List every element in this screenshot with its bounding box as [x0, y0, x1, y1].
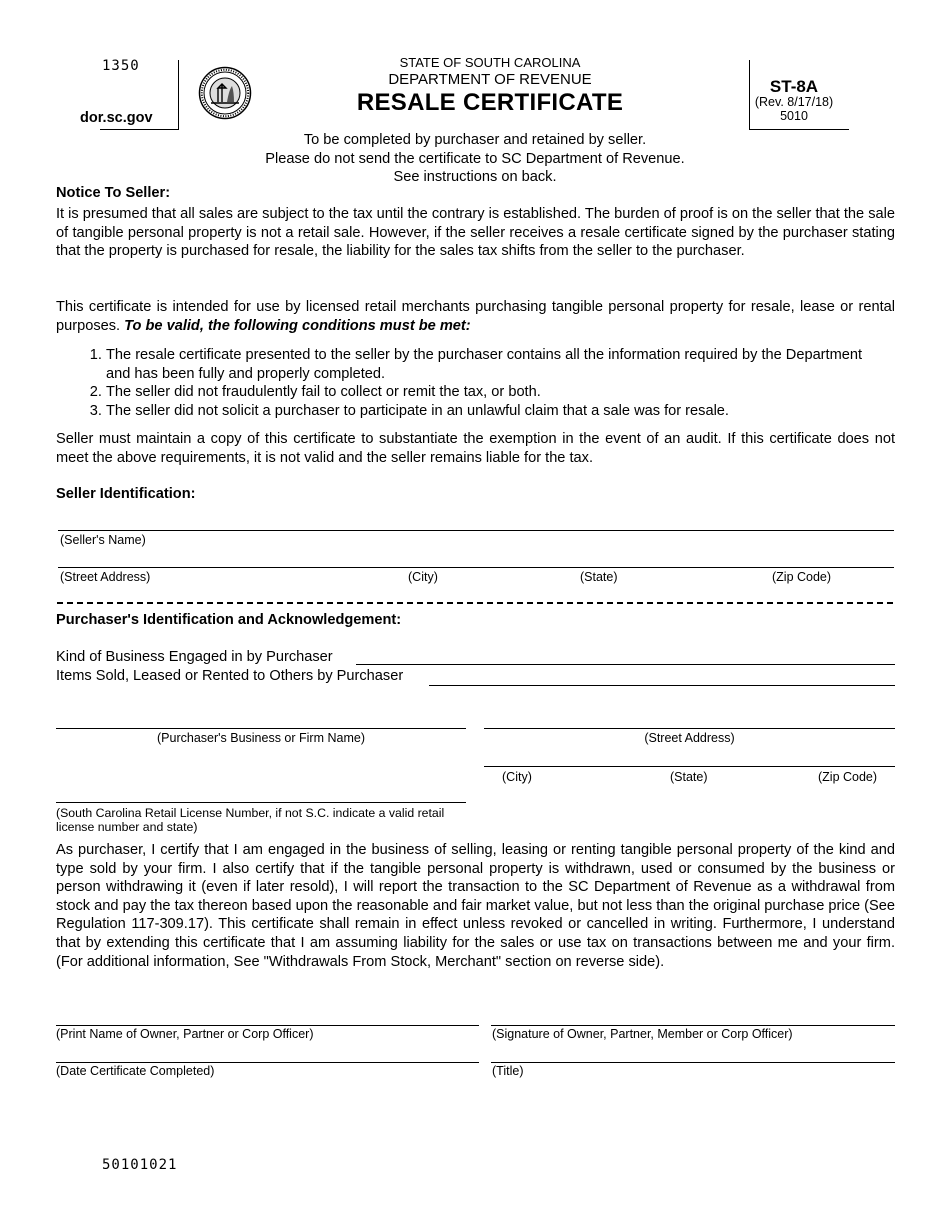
purchaser-city-label: (City) — [502, 770, 532, 784]
seller-name-label: (Seller's Name) — [60, 533, 146, 547]
signature-label: (Signature of Owner, Partner, Member or Corp Officer) — [492, 1027, 793, 1041]
notice-conditions-emphasis: To be valid, the following conditions must be met: — [124, 317, 471, 334]
form-code-top: 1350 — [102, 58, 140, 74]
date-completed-label: (Date Certificate Completed) — [56, 1064, 215, 1078]
title-label: (Title) — [492, 1064, 524, 1078]
header-divider-left — [178, 60, 179, 130]
purchaser-street-label: (Street Address) — [644, 731, 735, 745]
form-code-bottom: 50101021 — [102, 1157, 178, 1173]
purchaser-certification: As purchaser, I certify that I am engaged in the business of selling, leasing or renting tangible personal property of the kind and type sold by your firm. I also certify that if the tangible personal property is withdrawn, used or consumed by the business or person withdrawing it (even if later resold), I will report the transaction to the SC Department of Revenue as a withdrawal from stock and pay the tax thereon based upon the reasonable and fair market value, but not less than the original purchase price (See Regulation 117-309.17). This certificate shall remain in effect unless revoked or cancelled in writing. Furthermore, I understand that by extending this certificate that I am assuming liability for the sales or use tax on transactions between me and your firm. (For additional information, See "Withdrawals From Stock, Merchant" section on reverse side). — [56, 842, 895, 970]
purchaser-firm-field[interactable] — [56, 728, 466, 729]
license-number-field[interactable] — [56, 802, 466, 803]
header-underline-right — [749, 129, 849, 130]
seller-name-field[interactable] — [58, 530, 894, 531]
print-name-field[interactable] — [56, 1025, 479, 1026]
purchaser-state-label: (State) — [670, 770, 708, 784]
items-sold-field[interactable] — [429, 685, 895, 686]
condition-item: 1. The resale certificate presented to the seller by the purchaser contains all the information required by the Department and has been fully and properly completed. — [106, 346, 886, 383]
notice-paragraph-2 — [56, 298, 895, 335]
date-completed-field[interactable] — [56, 1062, 479, 1063]
state-name: STATE OF SOUTH CAROLINA — [399, 55, 581, 70]
seller-city-label: (City) — [408, 570, 438, 584]
form-number: 5010 — [780, 109, 808, 123]
seller-zip-label: (Zip Code) — [772, 570, 832, 584]
items-sold-label: Items Sold, Leased or Rented to Others by Purchaser — [56, 668, 404, 684]
purchaser-zip-label: (Zip Code) — [818, 770, 878, 784]
seller-heading: Seller Identification: — [56, 486, 196, 502]
title-field[interactable] — [491, 1062, 895, 1063]
header-underline-left — [100, 129, 179, 130]
seller-street-label: (Street Address) — [60, 570, 151, 584]
instruction-line: To be completed by purchaser and retained by seller. — [303, 132, 647, 148]
kind-of-business-label: Kind of Business Engaged in by Purchaser — [56, 649, 333, 665]
purchaser-heading: Purchaser's Identification and Acknowledgement: — [56, 612, 402, 628]
conditions-list — [56, 346, 886, 420]
department-name: DEPARTMENT OF REVENUE — [388, 71, 592, 88]
notice-heading: Notice To Seller: — [56, 185, 171, 201]
signature-field[interactable] — [491, 1025, 895, 1026]
seller-state-label: (State) — [580, 570, 618, 584]
condition-item: 3. The seller did not solicit a purchaser to participate in an unlawful claim that a sale was for resale. — [106, 402, 886, 421]
instruction-line: Please do not send the certificate to SC Department of Revenue. — [265, 150, 685, 167]
cut-line-divider — [57, 602, 893, 604]
form-revision: (Rev. 8/17/18) — [754, 95, 834, 109]
purchaser-firm-label: (Purchaser's Business or Firm Name) — [157, 731, 365, 745]
instruction-line: See instructions on back. — [393, 169, 557, 186]
form-title: RESALE CERTIFICATE — [356, 89, 624, 116]
purchaser-city-state-zip-field[interactable] — [484, 766, 895, 767]
state-seal-icon — [198, 66, 252, 120]
notice-paragraph-2-text: This certificate is intended for use by licensed retail merchants purchasing tangible personal property for resale, lease or rental purposes. — [56, 299, 895, 334]
license-number-label: (South Carolina Retail License Number, if not S.C. indicate a valid retail license number and state) — [56, 806, 445, 834]
purchaser-street-field[interactable] — [484, 728, 895, 729]
condition-item: 2. The seller did not fraudulently fail to collect or remit the tax, or both. — [106, 383, 886, 402]
print-name-label: (Print Name of Owner, Partner or Corp Officer) — [56, 1027, 314, 1041]
instructions — [175, 131, 775, 187]
form-id: ST-8A — [769, 77, 819, 96]
kind-of-business-field[interactable] — [356, 664, 895, 665]
website-url: dor.sc.gov — [80, 110, 153, 126]
notice-paragraph-3: Seller must maintain a copy of this certificate to substantiate the exemption in the event of an audit. If this certificate does not meet the above requirements, it is not valid and the seller remains liable for the tax. — [56, 431, 895, 466]
seller-address-field[interactable] — [58, 567, 894, 568]
notice-paragraph-1: It is presumed that all sales are subject to the tax until the contrary is established. The burden of proof is on the seller that the sale of tangible personal property is not a retail sale. However, if the seller receives a resale certificate signed by the purchaser stating that the property is purchased for resale, the liability for the sales tax shifts from the seller to the purchaser. — [56, 206, 895, 260]
